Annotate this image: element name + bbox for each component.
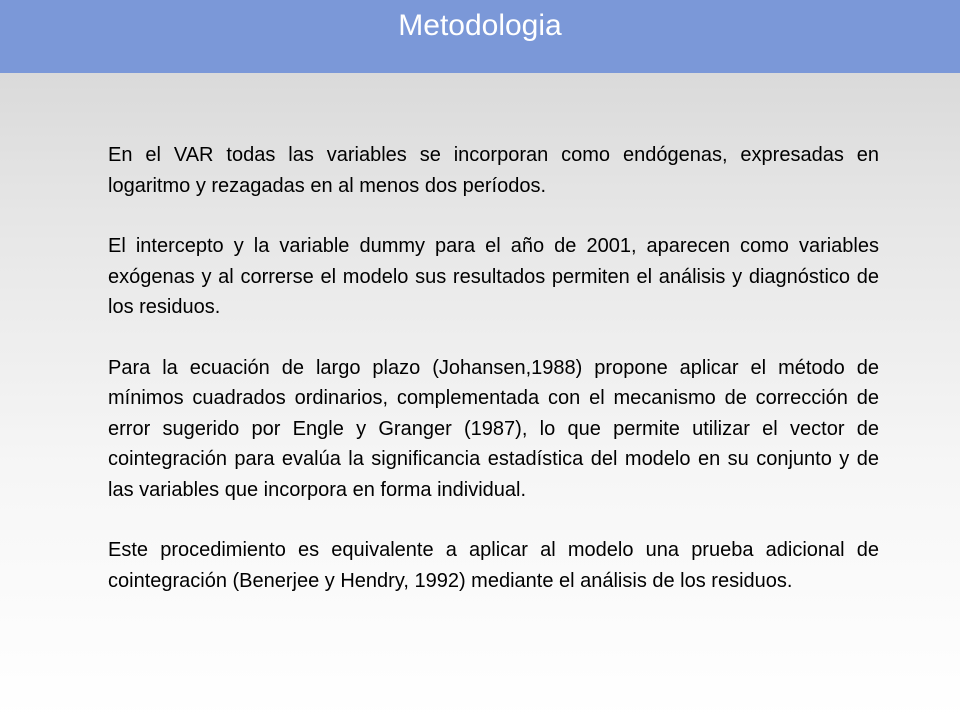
title-bar <box>0 0 960 73</box>
paragraph-cointegration-test: Este procedimiento es equivalente a aplicar al modelo una prueba adicional de cointegración (Benerjee y Hendry, 1992) mediante el análisis de los residuos. <box>108 539 879 592</box>
slide-title: Metodologia <box>398 9 562 42</box>
paragraph-var-endogenous: En el VAR todas las variables se incorporan como endógenas, expresadas en logaritmo y rezagadas en al menos dos períodos. <box>108 144 879 197</box>
paragraph-exogenous-variables: El intercepto y la variable dummy para el año de 2001, aparecen como variables exógenas y al correrse el modelo sus resultados permiten el análisis y diagnóstico de los residuos. <box>108 235 879 318</box>
paragraph-long-run-equation: Para la ecuación de largo plazo (Johansen,1988) propone aplicar el método de mínimos cuadrados ordinarios, complementada con el mecanismo de corrección de error sugerido por Engle y Granger (1987), lo que permite utilizar el vector de cointegración para evalúa la significancia estadística del modelo en su conjunto y de las variables que incorpora en forma individual. <box>108 356 879 501</box>
slide-body <box>108 140 879 626</box>
